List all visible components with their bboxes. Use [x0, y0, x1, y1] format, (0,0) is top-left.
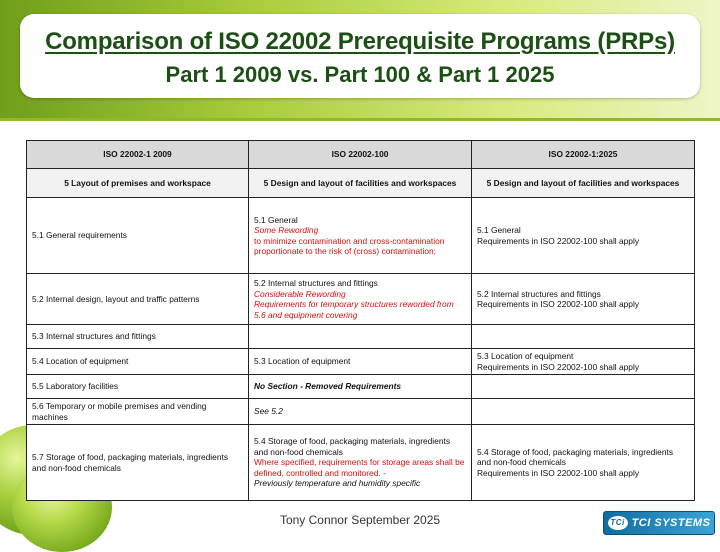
clause-text: 5.1 General [254, 214, 298, 225]
cell-100 [249, 274, 472, 325]
subheader-100: 5 Design and layout of facilities and workspaces [249, 169, 472, 198]
cell-100-empty [249, 325, 472, 349]
subheader-2009: 5 Layout of premises and workspace [27, 169, 249, 198]
table-row [27, 198, 695, 274]
previous-note: Previously temperature and humidity specific [254, 478, 421, 489]
clause-text: 5.1 General [477, 225, 521, 235]
header-iso-22002-1-2009: ISO 22002-1 2009 [27, 141, 249, 169]
clause-note: Requirements in ISO 22002-100 shall apply [477, 299, 640, 309]
clause-text: 5.2 Internal structures and fittings [477, 288, 601, 299]
tci-logo-icon: TCi [608, 516, 628, 530]
change-note: Some Rewording [254, 225, 319, 235]
cell-2009: 5.4 Location of equipment [27, 349, 249, 375]
cell-2009: 5.5 Laboratory facilities [27, 375, 249, 399]
cell-100 [249, 198, 472, 274]
slide-title: Comparison of ISO 22002 Prerequisite Programs (PRPs) [45, 28, 675, 55]
change-note: Considerable Rewording [254, 288, 346, 299]
cell-2025 [472, 198, 695, 274]
clause-text: 5.3 Location of equipment [477, 351, 574, 361]
change-detail: Requirements for temporary structures reworded from 5.6 and equipment covering [254, 299, 454, 320]
table-row [27, 325, 695, 349]
clause-note: Requirements in ISO 22002-100 shall apply [477, 467, 640, 478]
header-divider [0, 118, 720, 121]
cell-2025-empty [472, 325, 695, 349]
change-detail: Where specified, requirements for storage areas shall be defined, controlled and monitored. - [254, 457, 465, 478]
cell-2009: 5.7 Storage of food, packaging materials, ingredients and non-food chemicals [27, 425, 249, 501]
title-box [20, 14, 700, 98]
cell-100: 5.3 Location of equipment [249, 349, 472, 375]
comparison-table [26, 140, 695, 501]
table-row [27, 375, 695, 399]
slide-subtitle: Part 1 2009 vs. Part 100 & Part 1 2025 [165, 62, 555, 87]
subheader-2025: 5 Design and layout of facilities and workspaces [472, 169, 695, 198]
footer-author: Tony Connor September 2025 [279, 513, 441, 527]
change-detail: to minimize contamination and cross-contamination proportionate to the risk of (cross) contamination; [254, 235, 445, 256]
clause-text: 5.4 Storage of food, packaging materials, ingredients and non-food chemicals [254, 436, 451, 457]
table-header-row [27, 141, 695, 169]
clause-note: Requirements in ISO 22002-100 shall apply [477, 361, 640, 372]
cell-2009: 5.2 Internal design, layout and traffic patterns [27, 274, 249, 325]
table-row [27, 349, 695, 375]
cell-2009: 5.6 Temporary or mobile premises and vending machines [27, 399, 249, 425]
tci-systems-logo [603, 511, 715, 535]
clause-note: Requirements in ISO 22002-100 shall apply [477, 235, 640, 246]
table-subheader-row [27, 169, 695, 198]
cell-2009: 5.3 Internal structures and fittings [27, 325, 249, 349]
cell-100 [249, 425, 472, 501]
cell-2025-empty [472, 375, 695, 399]
logo-text: TCI SYSTEMS [631, 517, 711, 529]
cell-100: See 5.2 [249, 399, 472, 425]
cell-2025 [472, 425, 695, 501]
cell-2025 [472, 274, 695, 325]
clause-text: 5.2 Internal structures and fittings [254, 278, 378, 288]
clause-text: 5.4 Storage of food, packaging materials, ingredients and non-food chemicals [477, 446, 674, 468]
cell-2025-empty [472, 399, 695, 425]
header-iso-22002-1-2025: ISO 22002-1:2025 [472, 141, 695, 169]
table-row [27, 425, 695, 501]
cell-2009: 5.1 General requirements [27, 198, 249, 274]
cell-2025 [472, 349, 695, 375]
header-iso-22002-100: ISO 22002-100 [249, 141, 472, 169]
table-row [27, 399, 695, 425]
cell-100: No Section - Removed Requirements [249, 375, 472, 399]
table-row [27, 274, 695, 325]
